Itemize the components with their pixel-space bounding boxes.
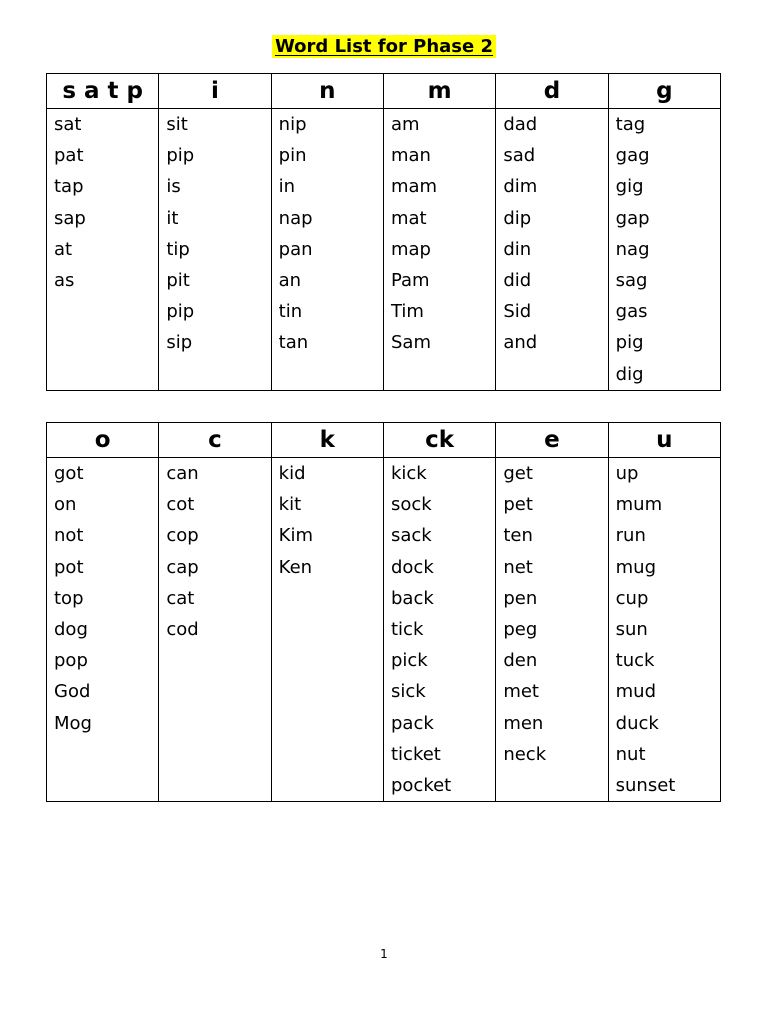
word-item: pop <box>54 650 88 672</box>
word-item: get <box>503 463 533 484</box>
word-item: sock <box>390 494 432 516</box>
word-item: Kim <box>278 525 313 547</box>
word-item: it <box>166 207 179 229</box>
word-column <box>608 458 720 802</box>
word-item: Sid <box>503 301 532 323</box>
word-item: cop <box>166 525 199 547</box>
word-item: ticket <box>390 743 441 765</box>
word-item: sick <box>390 681 426 703</box>
word-item: din <box>503 238 532 260</box>
word-column <box>383 458 495 802</box>
column-header: ck <box>383 423 495 458</box>
word-item: sap <box>54 207 86 229</box>
word-item: tuck <box>615 650 655 672</box>
word-item: gas <box>615 301 648 323</box>
header-row <box>47 423 721 458</box>
word-item: sun <box>615 618 648 640</box>
word-item: as <box>54 269 75 291</box>
word-item: kick <box>390 463 427 484</box>
word-item: in <box>278 176 296 198</box>
word-column <box>496 458 608 802</box>
column-header: g <box>608 74 720 109</box>
word-item: pip <box>166 301 195 323</box>
word-item: Sam <box>390 332 431 354</box>
word-column <box>608 109 720 391</box>
word-item: up <box>615 463 639 484</box>
word-item: sat <box>54 114 82 135</box>
word-item: am <box>390 114 420 135</box>
word-item: gap <box>615 207 650 229</box>
word-item: mum <box>615 494 663 516</box>
word-item: sip <box>166 332 193 354</box>
word-item: is <box>166 176 181 198</box>
word-item: tan <box>278 332 309 354</box>
word-item: Ken <box>278 556 313 578</box>
word-item: tick <box>390 618 424 640</box>
word-column <box>271 458 383 802</box>
word-item: tag <box>615 114 646 135</box>
word-item: ten <box>503 525 533 547</box>
column-header: s a t p <box>47 74 159 109</box>
column-header: m <box>383 74 495 109</box>
word-item: pan <box>278 238 313 260</box>
word-item: nag <box>615 238 650 260</box>
word-item: nap <box>278 207 313 229</box>
word-column <box>383 109 495 391</box>
word-item: cod <box>166 618 199 640</box>
word-item: pack <box>390 712 434 734</box>
word-item: got <box>54 463 84 484</box>
word-item: dip <box>503 207 532 229</box>
word-item: back <box>390 587 434 609</box>
word-item: duck <box>615 712 659 734</box>
word-item: pen <box>503 587 538 609</box>
word-item: sad <box>503 145 536 167</box>
word-item: tip <box>166 238 190 260</box>
word-item: pin <box>278 145 307 167</box>
word-item: sag <box>615 269 648 291</box>
word-item: Tim <box>390 301 424 323</box>
word-item: mug <box>615 556 657 578</box>
word-item: kid <box>278 463 306 484</box>
word-item: cap <box>166 556 199 578</box>
word-item: pocket <box>390 774 452 796</box>
word-item: mam <box>390 176 438 198</box>
word-column <box>47 458 159 802</box>
word-item: pat <box>54 145 84 167</box>
word-item: did <box>503 269 532 291</box>
word-item: cot <box>166 494 195 516</box>
word-item: Pam <box>390 269 430 291</box>
page-title: Word List for Phase 2 <box>272 35 496 58</box>
word-item: Mog <box>54 712 92 734</box>
word-item: neck <box>503 743 547 765</box>
page-title-wrapper <box>0 36 768 57</box>
word-item: at <box>54 238 73 260</box>
word-item: peg <box>503 618 538 640</box>
word-item: God <box>54 681 91 703</box>
word-item: map <box>390 238 431 260</box>
word-item: and <box>503 332 538 354</box>
word-item: dog <box>54 618 88 640</box>
word-item: nut <box>615 743 646 765</box>
word-item: men <box>503 712 544 734</box>
word-table-2 <box>46 422 721 802</box>
word-item: pip <box>166 145 195 167</box>
word-column <box>271 109 383 391</box>
word-item: can <box>166 463 199 484</box>
word-item: not <box>54 525 84 547</box>
word-item: dock <box>390 556 434 578</box>
column-header: c <box>159 423 271 458</box>
header-row <box>47 74 721 109</box>
word-item: gig <box>615 176 644 198</box>
word-item: an <box>278 269 302 291</box>
column-header: d <box>496 74 608 109</box>
column-header: o <box>47 423 159 458</box>
word-table-1 <box>46 73 721 391</box>
column-header: k <box>271 423 383 458</box>
word-item: tap <box>54 176 84 198</box>
word-item: top <box>54 587 84 609</box>
words-row <box>47 458 721 802</box>
column-header: e <box>496 423 608 458</box>
word-column <box>496 109 608 391</box>
word-column <box>47 109 159 391</box>
word-item: dim <box>503 176 538 198</box>
words-row <box>47 109 721 391</box>
column-header: n <box>271 74 383 109</box>
word-item: pick <box>390 650 428 672</box>
word-column <box>159 109 271 391</box>
word-item: dad <box>503 114 538 135</box>
column-header: u <box>608 423 720 458</box>
word-item: kit <box>278 494 302 516</box>
word-item: man <box>390 145 431 167</box>
word-item: dig <box>615 363 644 385</box>
word-item: sit <box>166 114 188 135</box>
word-item: pot <box>54 556 84 578</box>
word-item: pig <box>615 332 644 354</box>
word-column <box>159 458 271 802</box>
word-item: met <box>503 681 539 703</box>
word-item: gag <box>615 145 650 167</box>
word-item: cup <box>615 587 649 609</box>
word-item: sack <box>390 525 432 547</box>
word-item: pit <box>166 269 190 291</box>
word-item: mud <box>615 681 657 703</box>
word-item: net <box>503 556 533 578</box>
word-item: sunset <box>615 774 676 796</box>
word-item: den <box>503 650 538 672</box>
word-item: run <box>615 525 646 547</box>
column-header: i <box>159 74 271 109</box>
word-item: on <box>54 494 77 516</box>
word-item: cat <box>166 587 195 609</box>
word-item: pet <box>503 494 533 516</box>
word-item: mat <box>390 207 427 229</box>
word-item: tin <box>278 301 303 323</box>
page-number: 1 <box>380 947 388 961</box>
word-item: nip <box>278 114 307 135</box>
